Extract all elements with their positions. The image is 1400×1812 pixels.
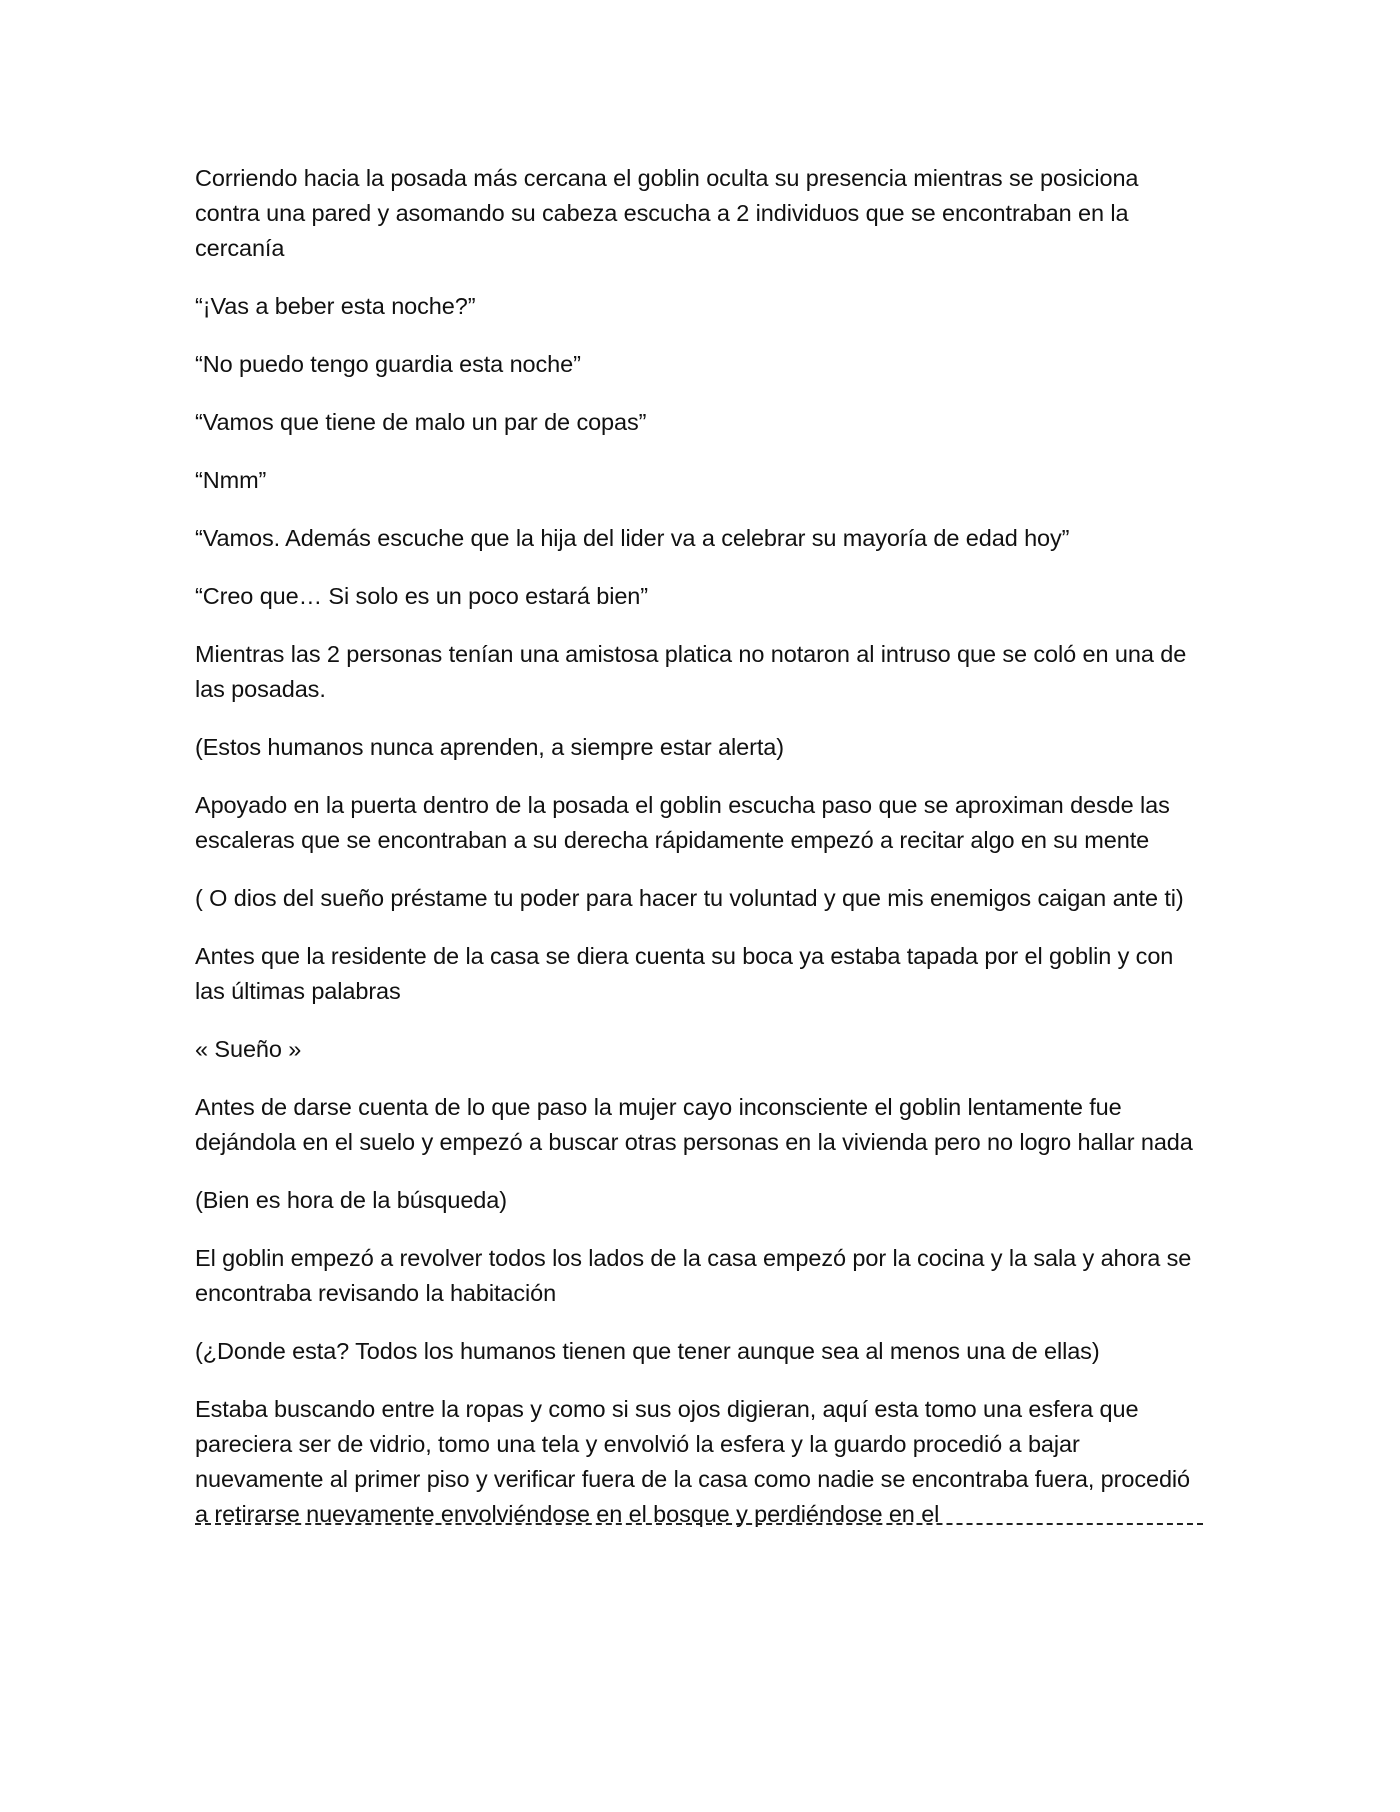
paragraph: Apoyado en la puerta dentro de la posada el goblin escucha paso que se aproximan desde las escaleras que se encontraban a su derecha rápidamente empezó a recitar algo en su mente (195, 792, 1170, 853)
dialogue-line: “Vamos que tiene de malo un par de copas” (195, 409, 647, 435)
thought-line: ( O dios del sueño préstame tu poder para hacer tu voluntad y que mis enemigos caigan ante ti) (195, 885, 1184, 911)
paragraph: Antes que la residente de la casa se diera cuenta su boca ya estaba tapada por el goblin y con las últimas palabras (195, 943, 1174, 1004)
paragraph: El goblin empezó a revolver todos los lados de la casa empezó por la cocina y la sala y ahora se encontraba revisando la habitación (195, 1245, 1192, 1306)
paragraph: Antes de darse cuenta de lo que paso la mujer cayo inconsciente el goblin lentamente fue dejándola en el suelo y empezó a buscar otras personas en la vivienda pero no logro hallar nada (195, 1094, 1193, 1155)
thought-line: (Estos humanos nunca aprenden, a siempre estar alerta) (195, 734, 784, 760)
dialogue-line: “Vamos. Además escuche que la hija del lider va a celebrar su mayoría de edad hoy” (195, 525, 1070, 551)
dialogue-line: “¡Vas a beber esta noche?” (195, 293, 476, 319)
dialogue-line: “Creo que… Si solo es un poco estará bien” (195, 583, 648, 609)
paragraph: Mientras las 2 personas tenían una amistosa platica no notaron al intruso que se coló en una de las posadas. (195, 641, 1187, 702)
paragraph: Corriendo hacia la posada más cercana el goblin oculta su presencia mientras se posiciona contra una pared y asomando su cabeza escucha a 2 individuos que se encontraban en la cercanía (195, 165, 1139, 261)
dialogue-line: “No puedo tengo guardia esta noche” (195, 351, 581, 377)
thought-line: (Bien es hora de la búsqueda) (195, 1187, 507, 1213)
thought-line: (¿Donde esta? Todos los humanos tienen que tener aunque sea al menos una de ellas) (195, 1338, 1100, 1364)
document-body (195, 161, 1205, 1555)
spell-line: « Sueño » (195, 1036, 302, 1062)
dialogue-line: “Nmm” (195, 467, 267, 493)
section-separator (195, 1523, 1203, 1525)
paragraph: Estaba buscando entre la ropas y como si sus ojos digieran, aquí esta tomo una esfera que pareciera ser de vidrio, tomo una tela y envolvió la esfera y la guardo procedió a bajar nuevamente al primer piso y verificar fuera de la casa como nadie se encontraba fuera, procedió a retirarse nuevamente envolviéndose en el bosque y perdiéndose en el (195, 1396, 1191, 1527)
